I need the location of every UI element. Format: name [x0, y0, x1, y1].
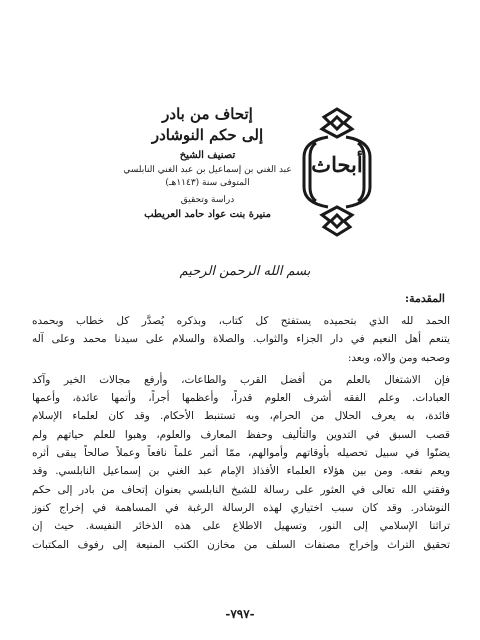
- book-title-line-1: إتحاف من بادر: [162, 105, 253, 123]
- paragraph-2: [32, 371, 450, 554]
- text-line: فإن الاشتغال بالعلم من أفضل القرب والطاعات، وأرفع مجالات الخير وآكد: [32, 373, 450, 386]
- title-block: [110, 104, 305, 223]
- paragraph-1: [32, 312, 450, 367]
- author-name: عبد الغني بن إسماعيل بن عبد الغني النابلسي: [123, 165, 292, 175]
- author-death-date: المتوفى سنة (١١٤٣هـ): [165, 178, 250, 188]
- intro-heading: المقدمة:: [405, 292, 445, 305]
- text-line: قصب السبق في التدوين والتأليف وحفظ المعارف والعلوم، وهبوا للعلم حياتهم ولم: [32, 428, 450, 441]
- emblem-word: أبحاث: [311, 152, 363, 177]
- book-title-line-2: إلى حكم النوشادر: [151, 126, 264, 144]
- text-line: تراثنا الإسلامي إلى النور، وتسهيل الاطلاع على هذه الذخائر النفيسة. حيث إن: [32, 520, 450, 533]
- text-line: ويعم نفعه. ومن بين هؤلاء العلماء الأفذاذ الإمام عبد الغني بن إسماعيل النابلسي. وقد: [32, 465, 450, 478]
- author-label: تصنيف الشيخ: [179, 150, 236, 161]
- page-number: -٧٩٧-: [225, 607, 255, 621]
- text-line: النوشادر. وقد كان سبب اختياري لهذه الرسالة الرغبة في المساهمة في إخراج كنوز: [32, 501, 450, 514]
- editor-name: منيرة بنت عواد حامد العريطب: [144, 209, 271, 220]
- editor-label: دراسة وتحقيق: [180, 195, 235, 205]
- text-line: يتنعم أهل النعيم في دار الجزاء والثواب. والصلاة والسلام على سيدنا محمد وعلى آله: [32, 333, 450, 346]
- text-line: الحمد لله الذي بتحميده يستفتح كل كتاب، وبذكره يُصدَّر كل خطاب وبحمده: [32, 315, 450, 327]
- text-line: فائدة، به يعرف الحلال من الحرام، وبه تستنبط الأحكام. وقد كان لعلماء الإسلام: [32, 410, 450, 423]
- text-line: العبادات. وعلم الفقه أشرف العلوم قدراً، وأعظمها أجراً، وأتمها عائدة، وأعمها: [32, 392, 450, 405]
- text-line: وصحبه ومن والاه، وبعد:: [347, 351, 450, 364]
- text-line: يضنّوا في سبيل تحصيله بأوقاتهم وأموالهم، ممّا أثمر علماً نافعاً وعملاً صالحاً يبقى أثره: [32, 447, 450, 460]
- text-line: تحقيق التراث وإخراج مصنفات السلف من مخازن الكتب المنيعة إلى رفوف المكتبات: [32, 538, 450, 551]
- text-line: وفقني الله تعالى في العثور على رسالة للشيخ النابلسي بعنوان إتحاف من بادر إلى حكم: [32, 483, 450, 496]
- basmala: بسم الله الرحمن الرحيم: [179, 264, 311, 279]
- body-text: [32, 312, 450, 554]
